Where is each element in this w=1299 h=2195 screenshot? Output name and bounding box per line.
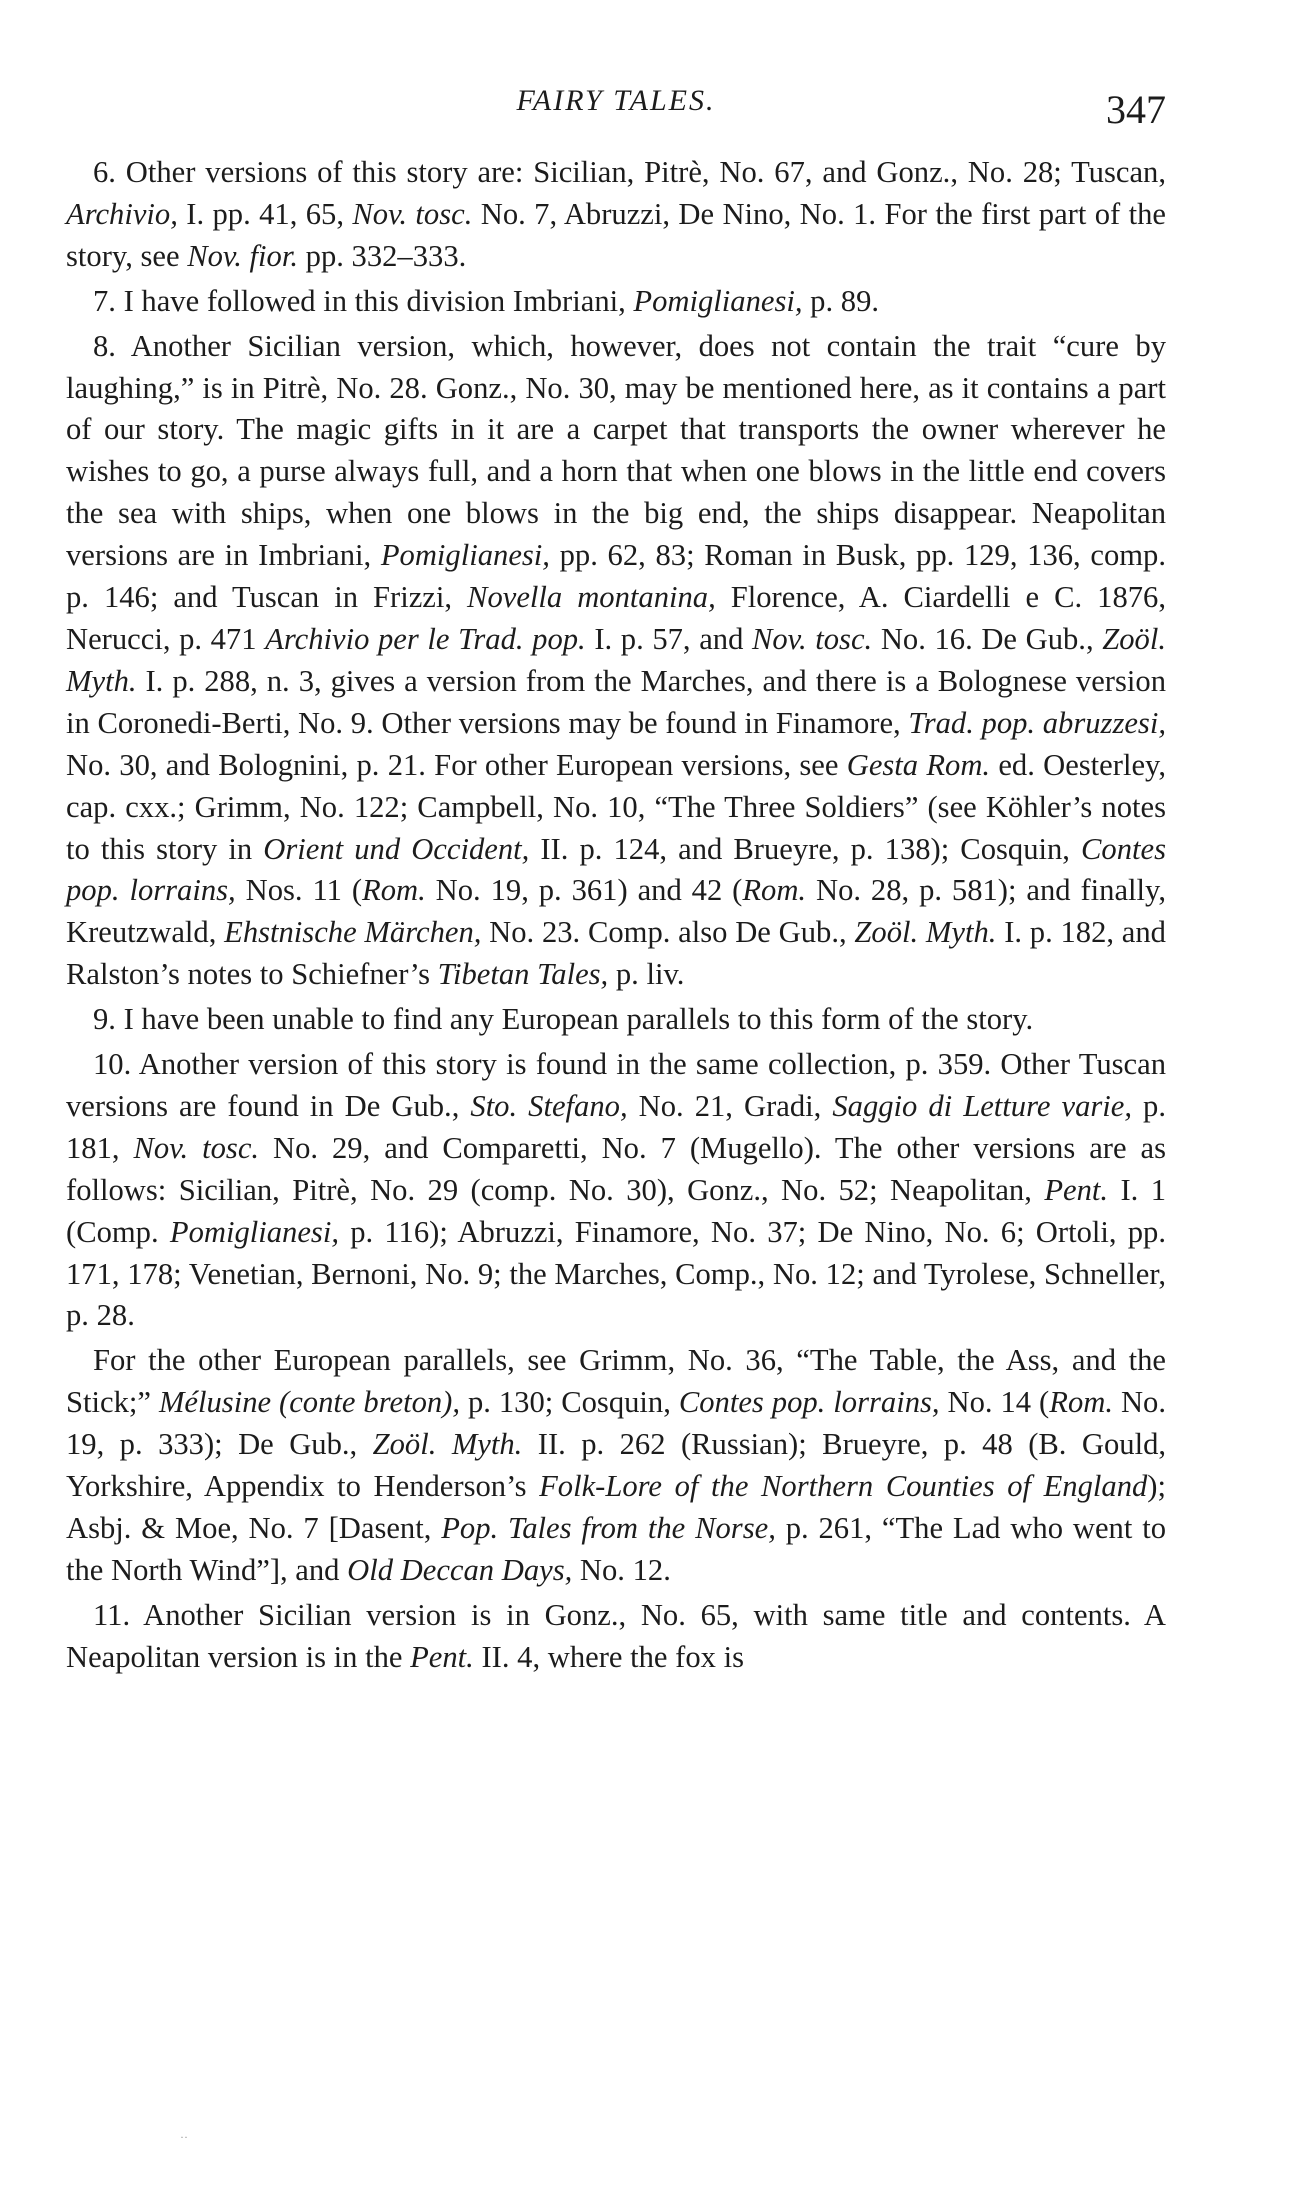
text-run: 6. Other versions of this story are: Sicilian, Pitrè, No. 67, and Gonz., No. 28; Tuscan, bbox=[93, 155, 1166, 189]
italic-citation: Gesta Rom. bbox=[846, 747, 991, 782]
italic-citation: Zoöl. Myth. bbox=[854, 915, 997, 950]
text-run: No. 19, p. 333); De Gub., bbox=[66, 1385, 1166, 1462]
running-title: FAIRY TALES. bbox=[516, 84, 716, 117]
text-run: II. p. 262 (Russian); Brueyre, p. 48 (B. Gould, Yorkshire, Appendix to Henderson’s bbox=[66, 1427, 1167, 1504]
print-fleck: ·· bbox=[180, 2130, 188, 2144]
italic-citation: Sto. Stefano, bbox=[470, 1088, 628, 1123]
text-run: No. 23. Comp. also De Gub., bbox=[481, 915, 855, 950]
text-run: p. 181, bbox=[66, 1088, 1166, 1165]
italic-citation: Novella montanina, bbox=[467, 580, 716, 615]
text-run: For the other European parallels, see Grimm, No. 36, “The Table, the Ass, and the Stick;” bbox=[66, 1343, 1166, 1420]
italic-citation: Mélusine (conte breton), bbox=[158, 1385, 461, 1420]
text-run: I. p. 288, n. 3, gives a version from the Marches, and there is a Bolognese version in Coronedi-Berti, No. 9. Other versions may be found in Finamore, bbox=[66, 663, 1166, 740]
page-number: 347 bbox=[1106, 87, 1166, 132]
text-run: ); Asbj. & Moe, No. 7 [Dasent, bbox=[66, 1469, 1166, 1545]
text-run: 10. Another version of this story is found in the same collection, p. 359. Other Tuscan versions are found in De Gub., bbox=[66, 1047, 1166, 1123]
italic-citation: Pent. bbox=[1044, 1172, 1109, 1207]
italic-citation: Rom. bbox=[362, 873, 426, 908]
italic-citation: Nov. tosc. bbox=[352, 196, 473, 231]
note-paragraph bbox=[66, 1340, 1166, 1591]
note-paragraph bbox=[66, 999, 1166, 1041]
note-paragraph bbox=[66, 1044, 1166, 1337]
text-run: No. 14 ( bbox=[939, 1385, 1050, 1420]
italic-citation: Pent. bbox=[410, 1639, 474, 1674]
note-paragraph bbox=[66, 326, 1166, 997]
text-run: II. 4, where the fox is bbox=[473, 1639, 744, 1674]
text-run: 8. Another Sicilian version, which, however, does not contain the trait “cure by laughing,” is in Pitrè, No. 28. Gonz., No. 30, may be mentioned here, as it contains a part of our story. The magic gifts in it are a carpet that transports the owner wherever he wishes to go, a purse always full, and a horn that when one blows in the little end covers the sea with ships, when one blows in the big end, the ships disappear. Neapolitan versions are in Imbriani, bbox=[66, 328, 1166, 573]
text-run: Florence, A. Ciardelli e C. 1876, Nerucci, p. 471 bbox=[66, 580, 1166, 656]
italic-citation: Rom. bbox=[742, 873, 807, 908]
text-run: p. 130; Cosquin, bbox=[460, 1385, 679, 1420]
italic-citation: Nov. tosc. bbox=[133, 1130, 260, 1165]
page-header bbox=[66, 84, 1166, 134]
text-run: No. 19, p. 361) and 42 ( bbox=[425, 873, 743, 908]
italic-citation: Orient und Occident, bbox=[263, 831, 530, 866]
text-run: I. p. 57, and bbox=[585, 621, 752, 656]
note-paragraph bbox=[66, 1595, 1166, 1679]
italic-citation: Folk-Lore of the Northern Counties of England bbox=[539, 1469, 1148, 1504]
text-run: 9. I have been unable to find any European parallels to this form of the story. bbox=[93, 1002, 1034, 1037]
text-run: p. 261, “The Lad who went to the North Wind”], and bbox=[66, 1511, 1166, 1587]
note-paragraph bbox=[66, 152, 1166, 278]
italic-citation: Zoöl. Myth. bbox=[66, 621, 1166, 698]
text-run: p. 116); Abruzzi, Finamore, No. 37; De Nino, No. 6; Ortoli, pp. 171, 178; Venetian, Bernoni, No. 9; the Marches, Comp., No. 12; and Tyrolese, Schneller, p. 28. bbox=[66, 1214, 1167, 1333]
text-run: Nos. 11 ( bbox=[235, 873, 363, 908]
text-run: pp. 62, 83; Roman in Busk, pp. 129, 136, comp. p. 146; and Tuscan in Frizzi, bbox=[66, 538, 1167, 615]
text-run: II. p. 124, and Brueyre, p. 138); Cosquin, bbox=[529, 831, 1082, 866]
text-run: No. 16. De Gub., bbox=[872, 621, 1103, 656]
text-run: I. 1 (Comp. bbox=[66, 1172, 1166, 1249]
text-run: p. 89. bbox=[802, 283, 880, 318]
note-paragraph bbox=[66, 281, 1166, 323]
italic-citation: Contes pop. lorrains, bbox=[66, 831, 1167, 908]
text-run: 7. I have followed in this division Imbriani, bbox=[93, 283, 634, 318]
text-run: No. 21, Gradi, bbox=[627, 1088, 833, 1123]
italic-citation: Archivio, bbox=[66, 196, 178, 231]
italic-citation: Saggio di Letture varie, bbox=[832, 1088, 1132, 1123]
text-run: 11. Another Sicilian version is in Gonz., No. 65, with same title and contents. A Neapolitan version is in the bbox=[66, 1597, 1166, 1674]
text-run: No. 29, and Comparetti, No. 7 (Mugello). The other versions are as follows: Sicilian, Pitrè, No. 29 (comp. No. 30), Gonz., No. 52; Neapolitan, bbox=[66, 1130, 1166, 1207]
italic-citation: Archivio per le Trad. pop. bbox=[265, 621, 586, 656]
italic-citation: Rom. bbox=[1049, 1385, 1113, 1420]
italic-citation: Pomiglianesi, bbox=[633, 283, 803, 318]
text-run: I. pp. 41, 65, bbox=[177, 196, 353, 231]
italic-citation: Nov. tosc. bbox=[751, 621, 873, 656]
italic-citation: Zoöl. Myth. bbox=[372, 1427, 523, 1462]
italic-citation: Pop. Tales from the Norse, bbox=[441, 1511, 776, 1545]
text-run: I. p. 182, and Ralston’s notes to Schiefner’s bbox=[66, 915, 1166, 992]
text-run: No. 30, and Bolognini, p. 21. For other European versions, see bbox=[66, 747, 847, 782]
italic-citation: Pomiglianesi, bbox=[169, 1214, 339, 1249]
text-run: pp. 332–333. bbox=[298, 238, 467, 273]
text-run: No. 28, p. 581); and finally, Kreutzwald, bbox=[66, 873, 1166, 950]
italic-citation: Old Deccan Days, bbox=[347, 1552, 573, 1587]
notes-body bbox=[66, 152, 1166, 1679]
italic-citation: Nov. fior. bbox=[187, 238, 298, 273]
italic-citation: Ehstnische Märchen, bbox=[224, 915, 482, 950]
text-run: ed. Oesterley, cap. cxx.; Grimm, No. 122; Campbell, No. 10, “The Three Soldiers” (see Köhler’s notes to this story in bbox=[66, 747, 1166, 866]
text-run: p. liv. bbox=[608, 957, 685, 992]
italic-citation: Trad. pop. abruzzesi, bbox=[908, 705, 1166, 740]
text-run: No. 12. bbox=[572, 1552, 671, 1587]
italic-citation: Contes pop. lorrains, bbox=[678, 1385, 940, 1420]
italic-citation: Tibetan Tales, bbox=[437, 957, 609, 992]
italic-citation: Pomiglianesi, bbox=[380, 538, 550, 573]
text-run: No. 7, Abruzzi, De Nino, No. 1. For the first part of the story, see bbox=[66, 196, 1166, 273]
